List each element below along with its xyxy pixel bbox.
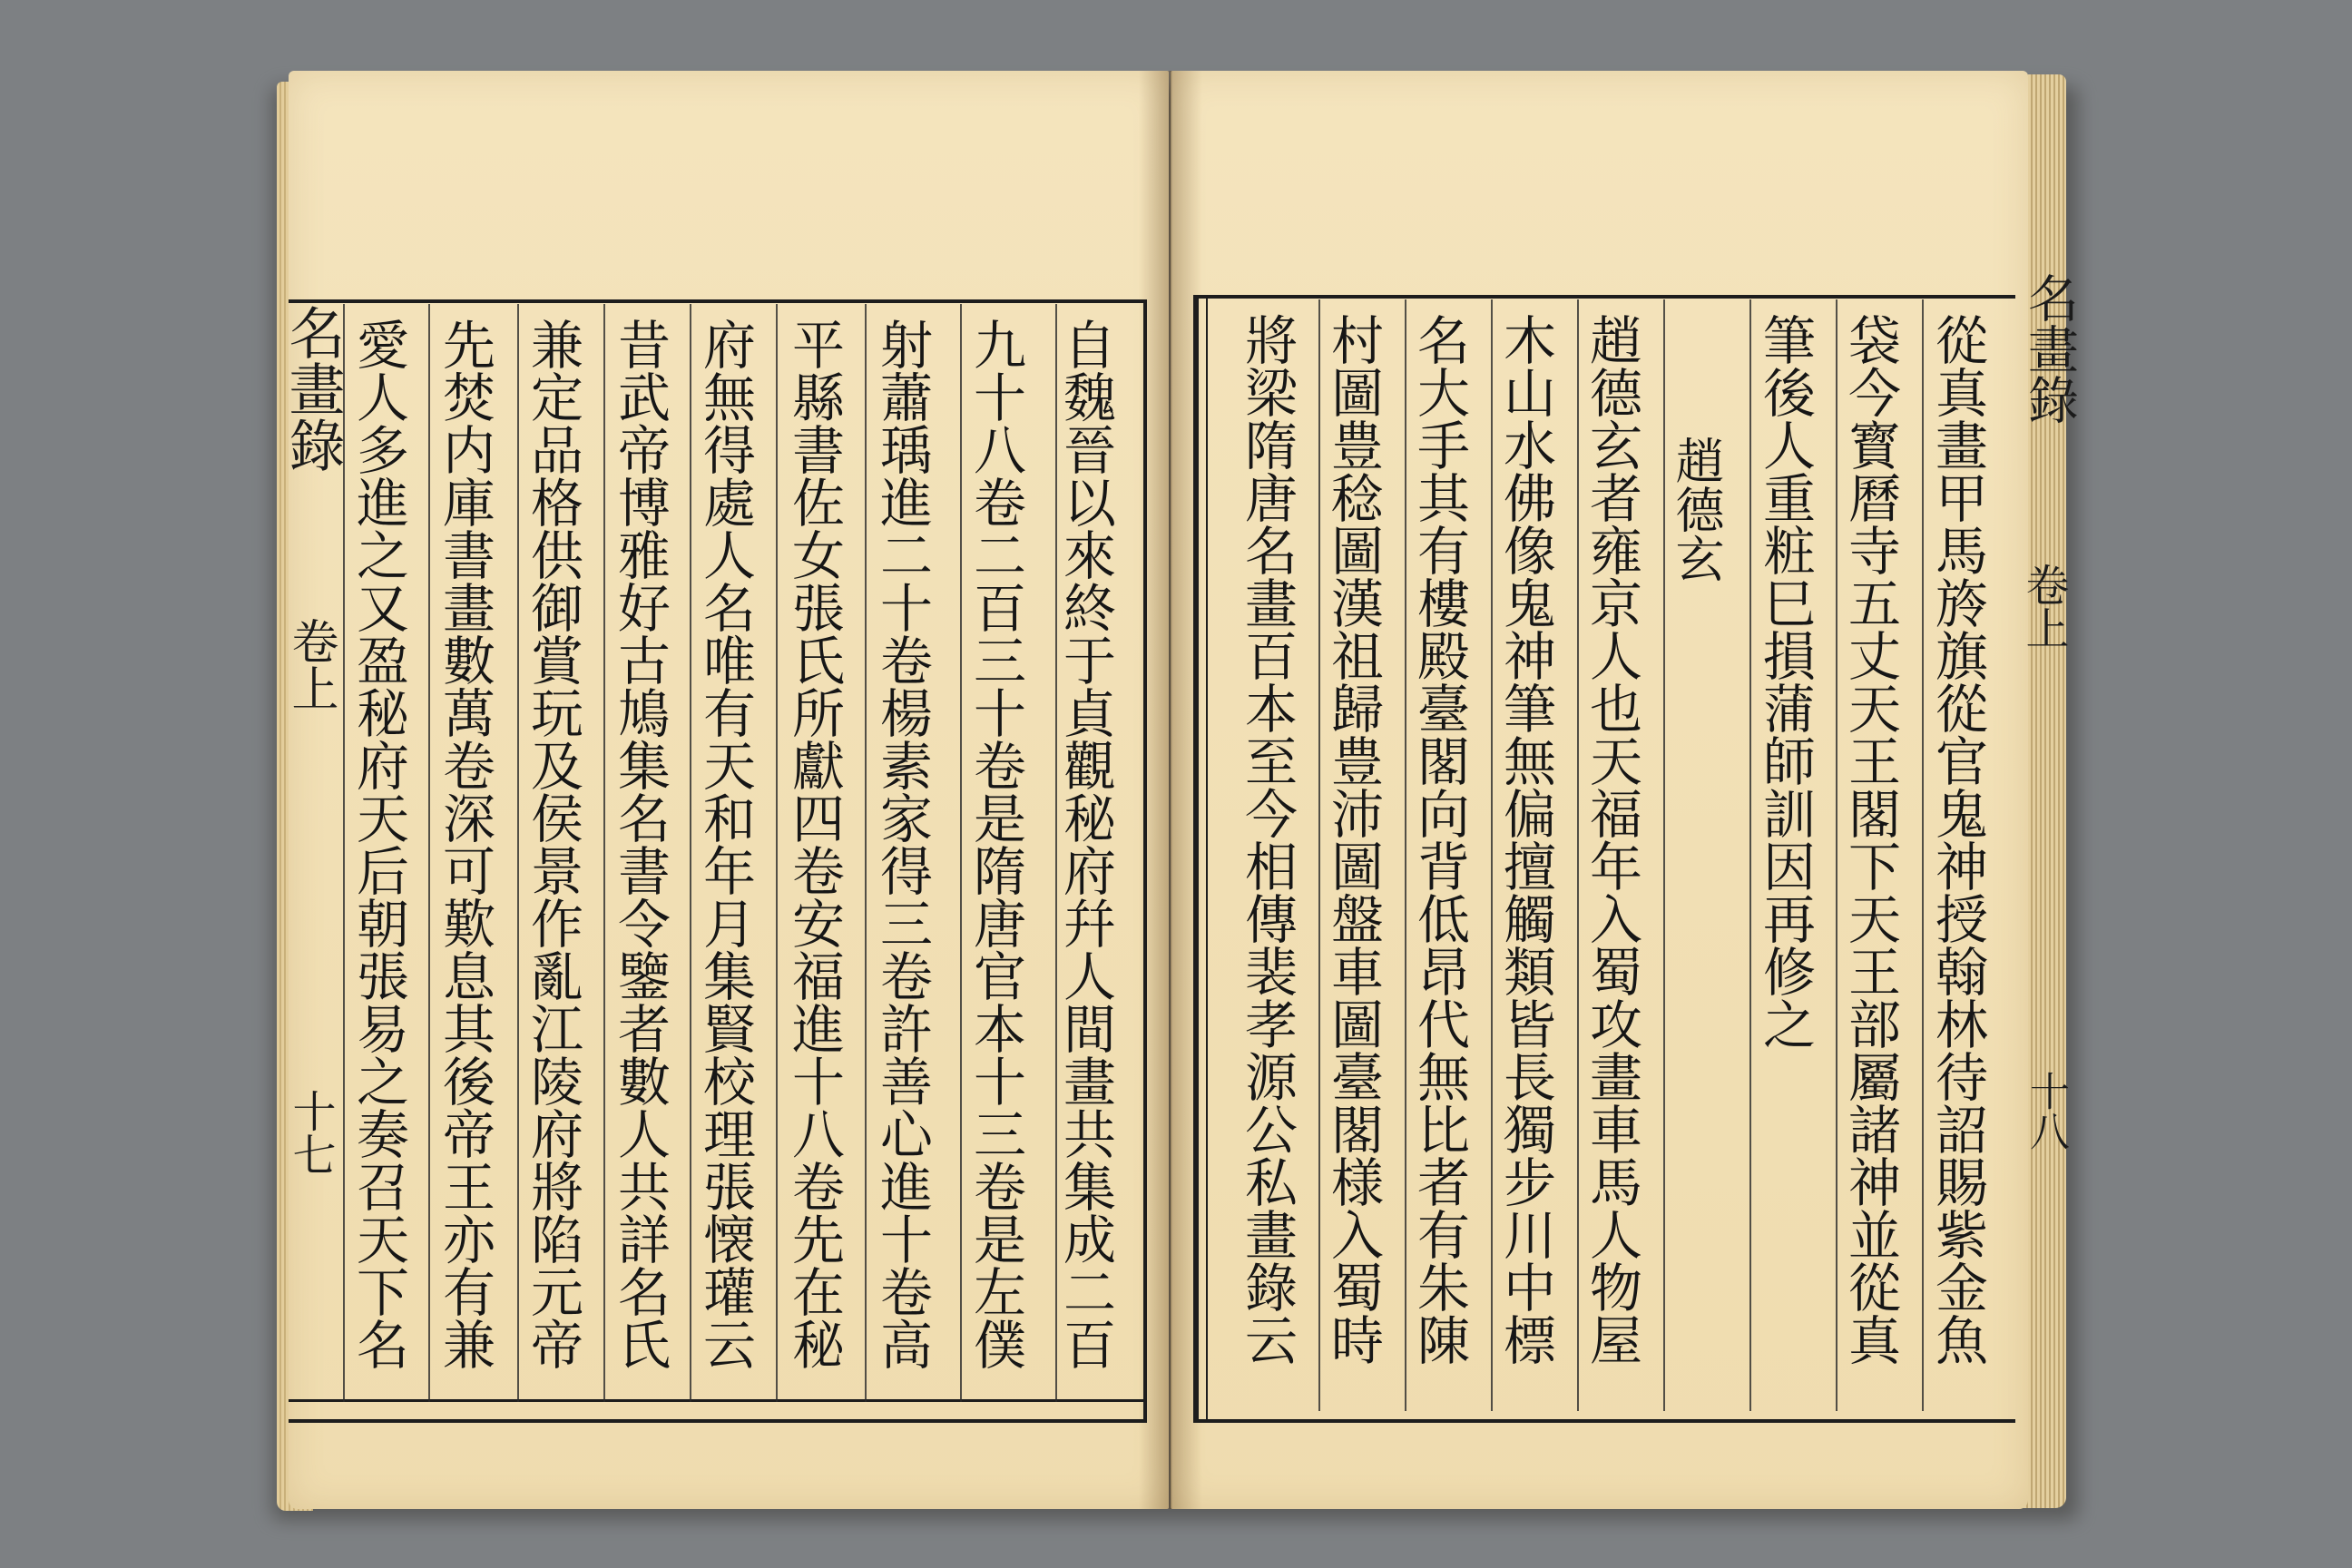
right-margin-folio: 十八	[2023, 1071, 2069, 1151]
column-rule	[343, 304, 345, 1402]
left-column-5: 府無得處人名唯有天和年月集賢校理張懐瓘云	[694, 318, 756, 1370]
right-margin-volume: 卷上	[2018, 563, 2069, 650]
right-margin-title: 名畫錄	[2020, 272, 2079, 425]
left-column-7: 兼定品格供御賞玩及侯景作亂江陵府將陷元帝	[522, 318, 583, 1370]
column-rule	[960, 304, 962, 1402]
right-column-3: 筆後人重粧巳損蒲師訓因再修之	[1754, 313, 1816, 1050]
right-column-2: 袋今寳曆寺五丈天王閣下天王部屬諸神並從真	[1839, 313, 1901, 1366]
left-column-2: 九十八卷二百三十卷是隋唐官本十三卷是左僕	[965, 318, 1026, 1370]
column-rule	[1749, 299, 1751, 1411]
right-column-5: 趙德玄者雍京人也天福年入蜀攻畫車馬人物屋	[1581, 313, 1642, 1366]
right-column-8: 村圖豊稔圖漢祖歸豊沛圖盤車圖臺閣様入蜀時	[1322, 313, 1384, 1366]
right-section-heading: 趙德玄	[1668, 436, 1725, 583]
left-margin-folio: 十七	[285, 1089, 336, 1176]
column-rule	[1405, 299, 1406, 1411]
right-column-7: 名大手其有樓殿臺閣向背低昂代無比者有朱陳	[1408, 313, 1470, 1366]
column-rule	[428, 304, 430, 1402]
left-column-4: 平縣書佐女張氏所獻四卷安福進十八卷先在秘	[783, 318, 845, 1370]
right-column-6: 木山水佛像鬼神筆無偏擅觸類皆長獨步川中標	[1494, 313, 1556, 1366]
column-rule	[776, 304, 778, 1402]
column-rule	[1577, 299, 1579, 1411]
column-rule	[1922, 299, 1924, 1411]
left-column-3: 射蕭瑀進二十卷楊素家得三卷許善心進十卷高	[871, 318, 933, 1370]
column-rule	[1663, 299, 1665, 1411]
column-rule	[1491, 299, 1493, 1411]
left-column-8: 先焚内庫書畫數萬卷深可歎息其後帝王亦有兼	[434, 318, 495, 1370]
left-column-1: 自魏晉以來終于貞觀秘府幷人間畫共集成二百	[1054, 318, 1116, 1370]
column-rule	[1318, 299, 1320, 1411]
left-margin-title: 名畫錄	[279, 304, 346, 473]
left-column-6: 昔武帝博雅好古鳩集名書令鑒者數人共詳名氏	[609, 318, 671, 1370]
right-column-9: 將梁隋唐名畫百本至今相傳裴孝源公私畫錄云	[1236, 313, 1298, 1366]
column-rule	[603, 304, 605, 1402]
right-column-1: 從真畫甲馬旍旗從官鬼神授翰林待詔賜紫金魚	[1926, 313, 1988, 1366]
column-rule	[1836, 299, 1838, 1411]
left-margin-volume: 卷上	[283, 617, 338, 711]
column-rule	[865, 304, 867, 1402]
left-column-9: 愛人多進之又盈秘府天后朝張易之奏召天下名	[348, 318, 409, 1370]
column-rule	[517, 304, 519, 1402]
column-rule	[690, 304, 691, 1402]
